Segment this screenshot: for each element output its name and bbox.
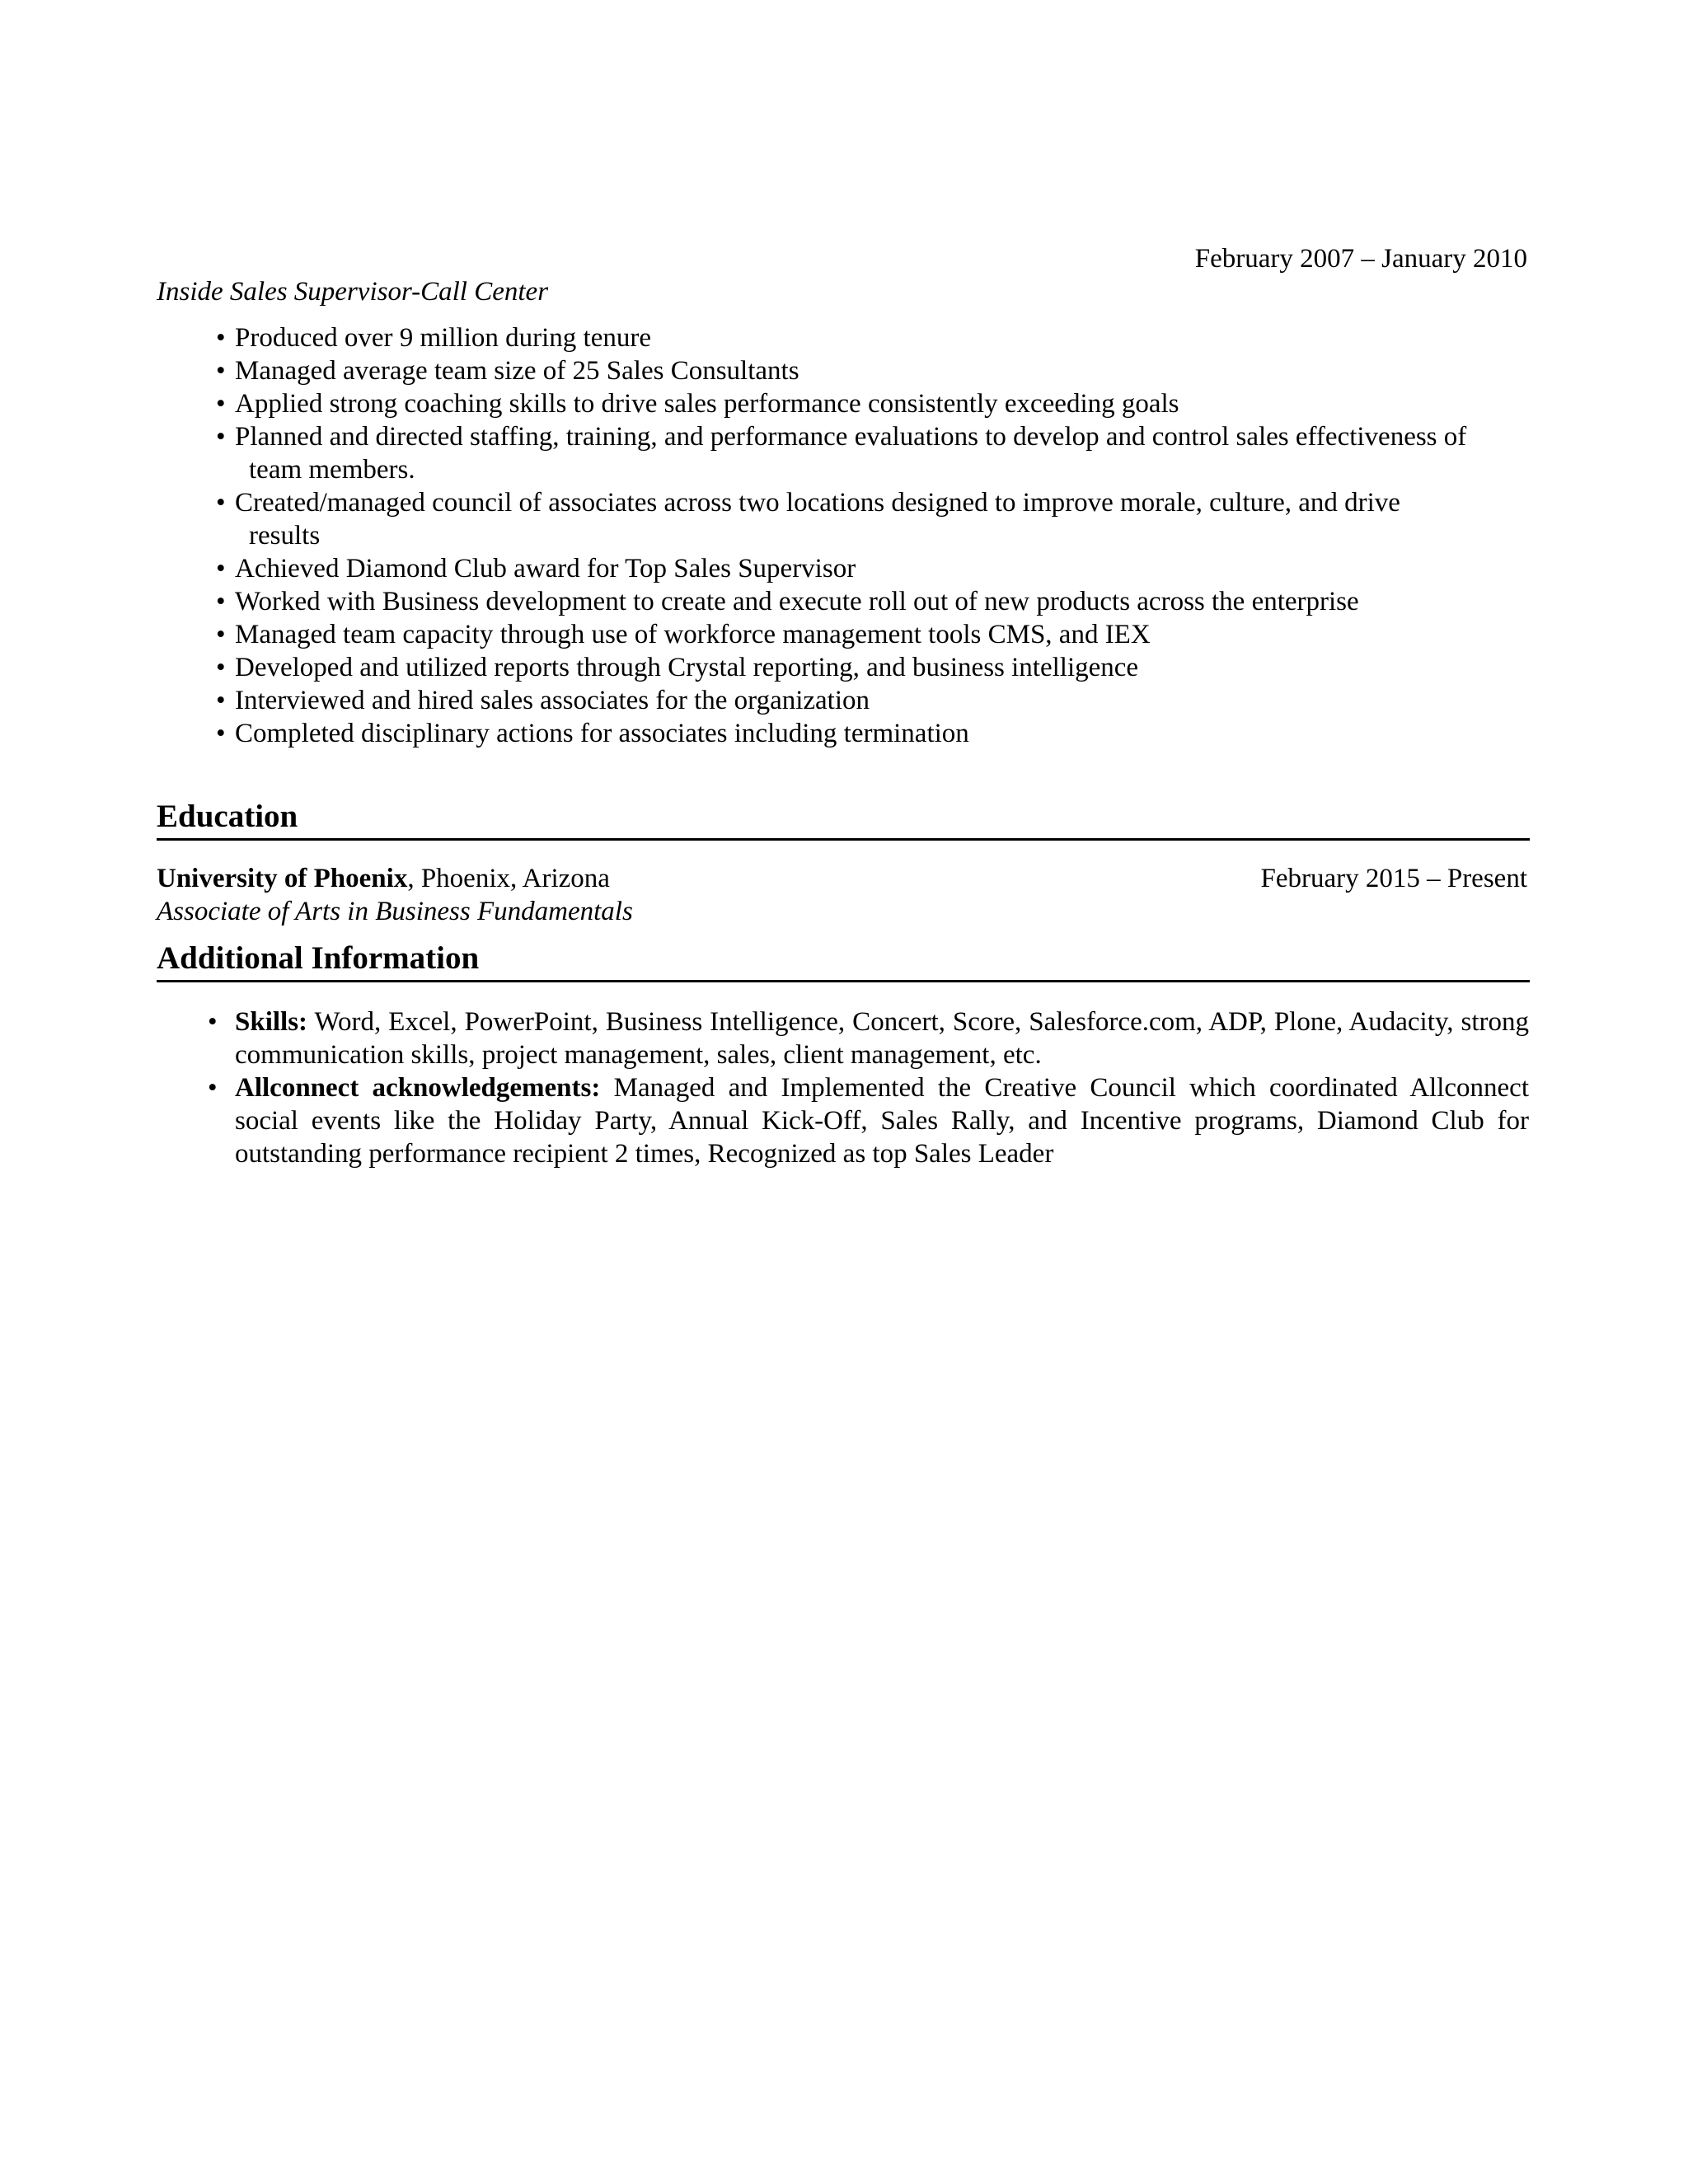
job-bullet-item [216, 651, 1535, 684]
degree-title: Associate of Arts in Business Fundamentals [157, 897, 633, 926]
bullet-glyph: • [216, 554, 226, 583]
job-dates: February 2007 – January 2010 [1194, 244, 1527, 274]
bullet-glyph: • [216, 488, 226, 518]
job-bullet-text: Produced over 9 million during tenure [235, 323, 651, 353]
bullet-glyph: • [216, 587, 226, 616]
skills-text: Word, Excel, PowerPoint, Business Intelligence, Concert, Score, Salesforce.com, ADP, Plone, Audacity, strong communication skills, project management, sales, client management, etc. [235, 1007, 1529, 1070]
job-bullet-item [216, 684, 1535, 717]
job-bullet-text: Completed disciplinary actions for associates including termination [235, 719, 969, 748]
job-bullet-text: Applied strong coaching skills to drive sales performance consistently exceeding goals [235, 389, 1179, 419]
education-row [157, 862, 1527, 895]
job-bullet-text: Managed average team size of 25 Sales Consultants [235, 356, 799, 386]
job-bullet-item [216, 717, 1535, 750]
job-bullet-text: Interviewed and hired sales associates for the organization [235, 686, 870, 715]
job-bullet-item [216, 486, 1535, 552]
bullet-glyph: • [208, 1007, 218, 1037]
job-bullet-item [216, 354, 1535, 387]
job-bullet-list [216, 321, 1535, 750]
job-bullet-item [216, 585, 1535, 618]
bullet-glyph: • [208, 1073, 218, 1103]
job-bullet-item [216, 420, 1535, 486]
job-bullet-item [216, 321, 1535, 354]
job-bullet-text: Developed and utilized reports through Crystal reporting, and business intelligence [235, 653, 1139, 682]
school-name: University of Phoenix [157, 864, 408, 893]
job-bullet-text: Worked with Business development to create and execute roll out of new products across the enterprise [235, 587, 1359, 616]
job-bullet-item [216, 387, 1535, 420]
job-bullet-text: Managed team capacity through use of workforce management tools CMS, and IEX [235, 620, 1151, 649]
bullet-glyph: • [216, 686, 226, 715]
additional-info-heading: Additional Information [157, 939, 1530, 982]
job-bullet-item [216, 552, 1535, 585]
bullet-glyph: • [216, 620, 226, 649]
bullet-glyph: • [216, 356, 226, 386]
additional-info-item [208, 1071, 1529, 1170]
school-location: , Phoenix, Arizona [407, 864, 610, 893]
job-bullet-continuation: team members. [249, 455, 415, 485]
bullet-glyph: • [216, 719, 226, 748]
bullet-glyph: • [216, 653, 226, 682]
bullet-glyph: • [216, 422, 226, 452]
job-bullet-continuation: results [249, 521, 321, 551]
additional-info-item [208, 1005, 1529, 1071]
additional-info-list [208, 1005, 1529, 1170]
acknowledgements-label: Allconnect acknowledgements: [235, 1073, 601, 1103]
job-bullet-text: Achieved Diamond Club award for Top Sales Supervisor [235, 554, 856, 583]
job-title: Inside Sales Supervisor-Call Center [157, 277, 549, 307]
job-bullet-item [216, 618, 1535, 651]
bullet-glyph: • [216, 389, 226, 419]
job-bullet-text: Created/managed council of associates across two locations designed to improve morale, culture, and drive [235, 488, 1400, 518]
education-dates: February 2015 – Present [1260, 864, 1527, 893]
bullet-glyph: • [216, 323, 226, 353]
education-heading: Education [157, 797, 1530, 841]
job-bullet-text: Planned and directed staffing, training, and performance evaluations to develop and control sales effectiveness of [235, 422, 1467, 452]
acknowledgements-text: Managed and Implemented the Creative Council which coordinated Allconnect social events like the Holiday Party, Annual Kick-Off, Sales Rally, and Incentive programs, Diamond Club for outstanding performance recipient 2 times, Recognized as top Sales Leader [235, 1073, 1529, 1169]
skills-label: Skills: [235, 1007, 308, 1037]
